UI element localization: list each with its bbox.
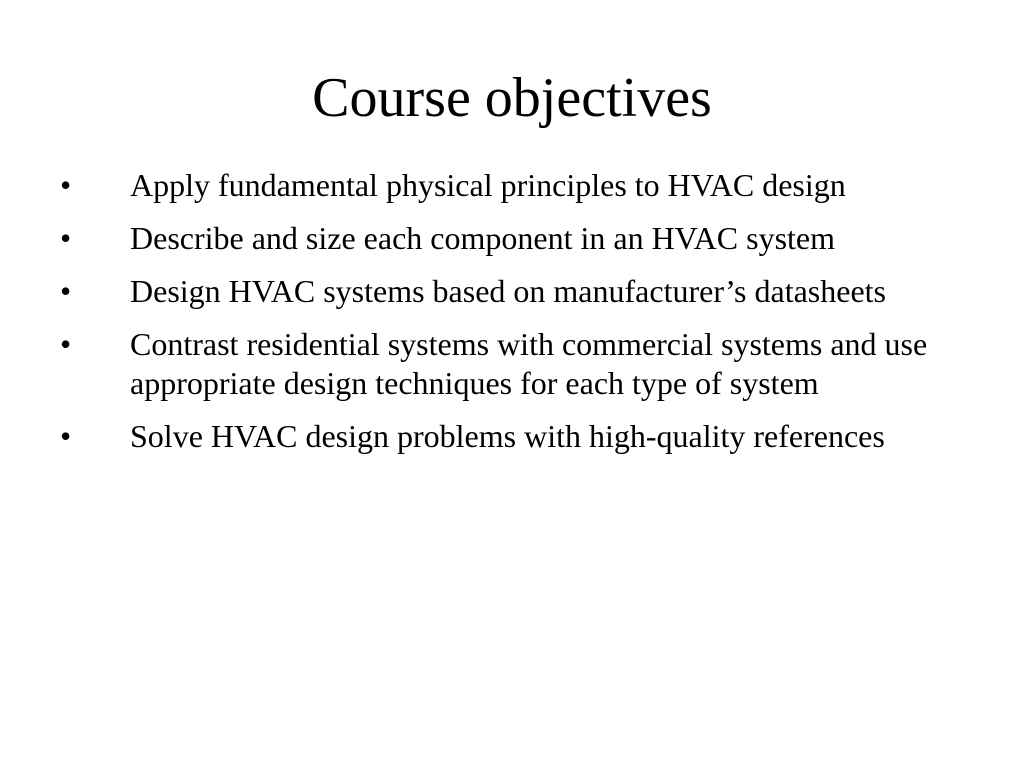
bullet-text: Describe and size each component in an HVAC system [130,220,835,256]
objectives-list [60,166,960,470]
list-item [60,325,960,403]
bullet-icon: • [60,326,72,362]
bullet-text: Apply fundamental physical principles to HVAC design [130,167,846,203]
bullet-text: Solve HVAC design problems with high-quality references [130,418,885,454]
list-item [60,219,960,258]
bullet-text: Contrast residential systems with commercial systems and use appropriate design techniques for each type of system [130,326,928,401]
list-item [60,166,960,205]
bullet-icon: • [60,273,72,309]
bullet-text: Design HVAC systems based on manufacturer’s datasheets [130,273,886,309]
bullet-icon: • [60,418,72,454]
bullet-icon: • [60,220,72,256]
bullet-icon: • [60,167,72,203]
slide-title: Course objectives [312,67,712,129]
list-item [60,272,960,311]
list-item [60,417,960,456]
